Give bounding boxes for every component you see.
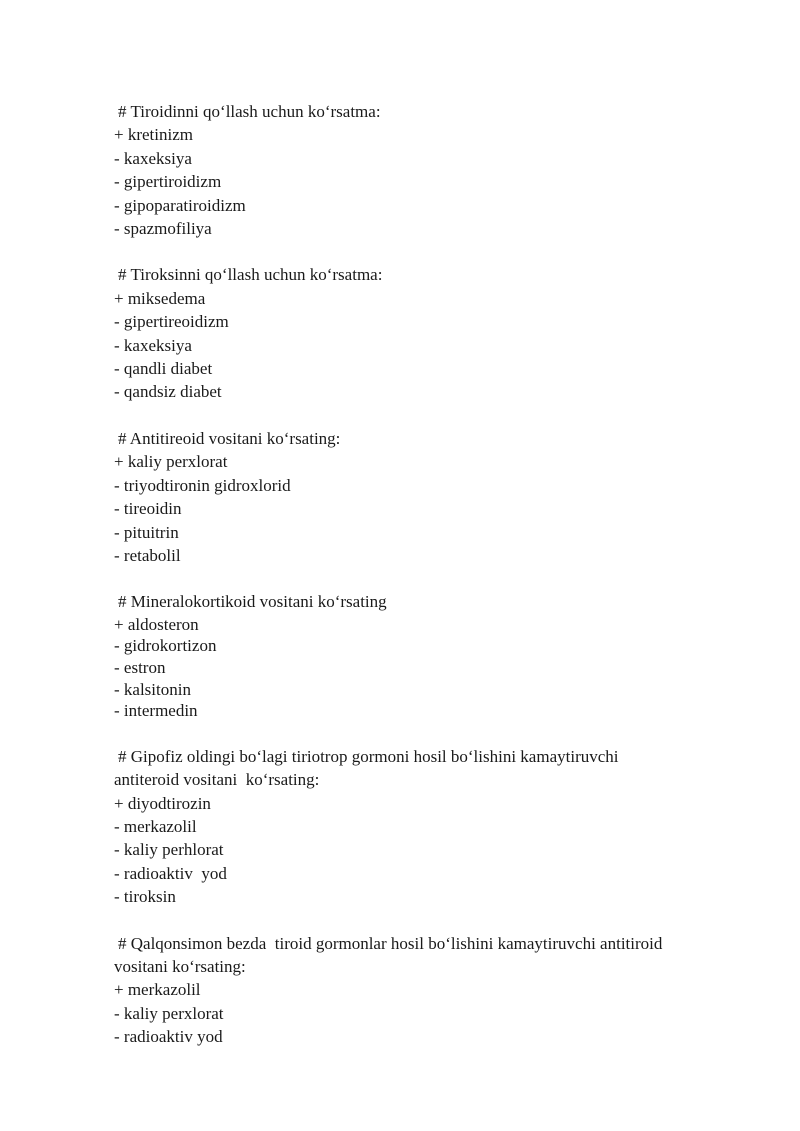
- question-text-continued: antiteroid vositani ko‘rsating:: [114, 770, 320, 790]
- answer-option: - kaxeksiya: [114, 335, 192, 355]
- question-text: # Tiroksinni qo‘llash uchun ko‘rsatma:: [118, 265, 383, 285]
- question-text: # Qalqonsimon bezda tiroid gormonlar hosil bo‘lishini kamaytiruvchi antitiroid: [118, 933, 663, 953]
- answer-option: - triyodtironin gidroxlorid: [114, 475, 291, 495]
- answer-option: - gipoparatiroidizm: [114, 195, 246, 215]
- answer-option: - radioaktiv yod: [114, 1027, 223, 1047]
- question-3: [114, 427, 754, 567]
- question-5: [114, 745, 754, 909]
- answer-option: - kaxeksiya: [114, 148, 192, 168]
- answer-option: - estron: [114, 657, 166, 677]
- answer-option: + merkazolil: [114, 980, 201, 1000]
- answer-option: - kalsitonin: [114, 679, 191, 699]
- question-text: # Mineralokortikoid vositani ko‘rsating: [118, 592, 387, 612]
- answer-option: - radioaktiv yod: [114, 863, 227, 883]
- question-1: [114, 100, 754, 240]
- answer-option: - kaliy perhlorat: [114, 840, 224, 860]
- question-text: # Antitireoid vositani ko‘rsating:: [118, 428, 341, 448]
- answer-option: - pituitrin: [114, 522, 179, 542]
- answer-option: - retabolil: [114, 545, 181, 565]
- answer-option: - gipertiroidizm: [114, 172, 222, 192]
- answer-option: - intermedin: [114, 701, 198, 721]
- question-text: # Tiroidinni qo‘llash uchun ko‘rsatma:: [118, 102, 381, 121]
- answer-option: - tireoidin: [114, 499, 182, 519]
- answer-option: + kretinizm: [114, 125, 193, 145]
- answer-option: - kaliy perxlorat: [114, 1003, 224, 1023]
- question-text: # Gipofiz oldingi bo‘lagi tiriotrop gormoni hosil bo‘lishini kamaytiruvchi: [118, 746, 619, 766]
- answer-option: + aldosteron: [114, 614, 199, 634]
- answer-option: + kaliy perxlorat: [114, 452, 228, 472]
- answer-option: - merkazolil: [114, 816, 197, 836]
- answer-option: - spazmofiliya: [114, 219, 212, 239]
- answer-option: - tiroksin: [114, 887, 176, 907]
- answer-option: - qandsiz diabet: [114, 382, 222, 402]
- question-text-continued: vositani ko‘rsating:: [114, 956, 246, 976]
- question-4: [114, 590, 754, 721]
- answer-option: - gidrokortizon: [114, 636, 217, 656]
- answer-option: - qandli diabet: [114, 359, 213, 379]
- answer-option: - gipertireoidizm: [114, 312, 229, 332]
- question-2: [114, 263, 754, 403]
- answer-option: + diyodtirozin: [114, 793, 211, 813]
- document-page: [114, 100, 754, 1072]
- answer-option: + miksedema: [114, 288, 206, 308]
- question-6: [114, 932, 754, 1049]
